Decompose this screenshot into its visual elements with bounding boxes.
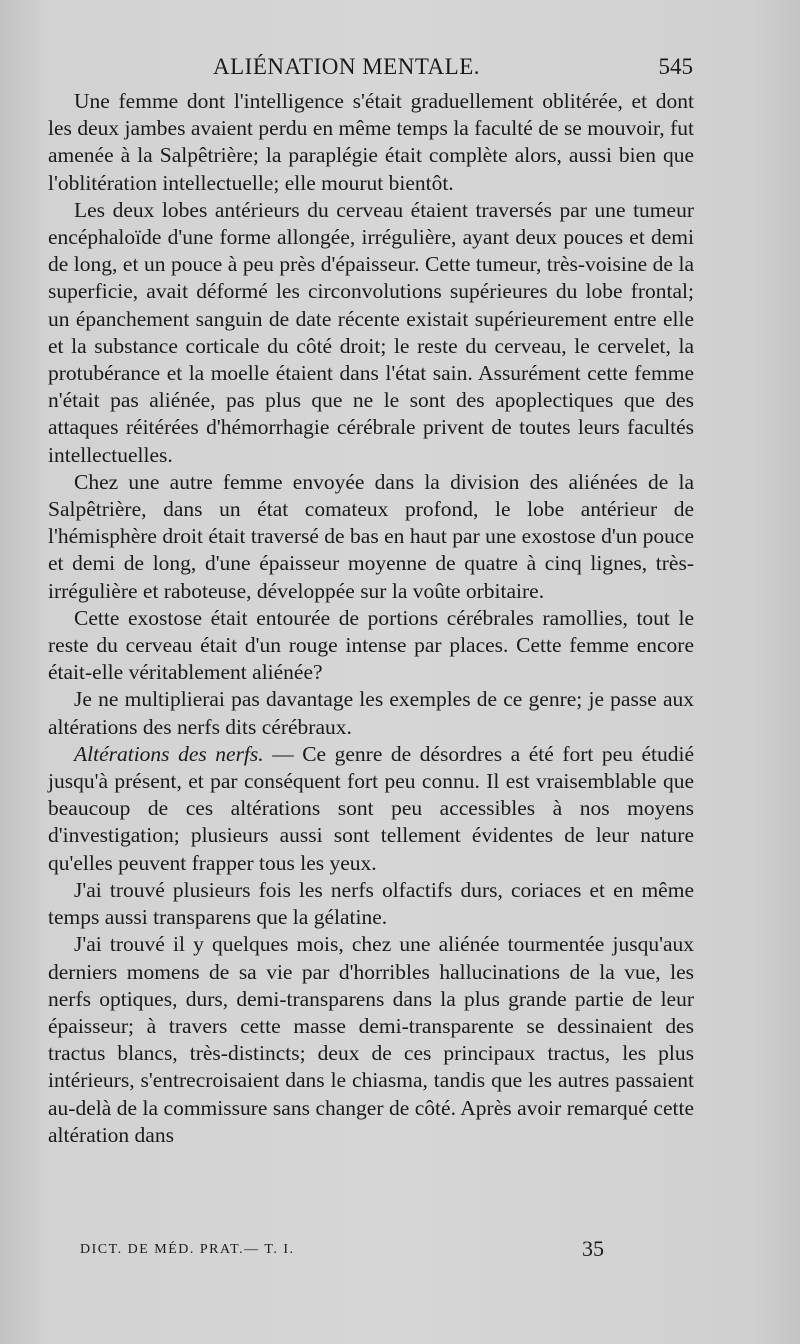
paragraph — [48, 741, 694, 877]
printer-signature: DICT. DE MÉD. PRAT.— T. I. — [80, 1242, 295, 1257]
body-text — [48, 88, 694, 1149]
paragraph: Je ne multiplierai pas davantage les exemples de ce genre; je passe aux altérations des nerfs dits cérébraux. — [48, 687, 694, 739]
paragraph: J'ai trouvé il y quelques mois, chez une aliénée tourmentée jusqu'aux derniers momens de sa vie par d'horribles hallucinations de la vue, les nerfs optiques, durs, demi-transparens dans la plus grande partie de leur épaisseur; à travers cette masse demi-transparente se dessinaient des tractus blancs, très-distincts; deux de ces principaux tractus, les plus intérieurs, s'entrecroisaient dans le chiasma, tandis que les autres passaient au-delà de la commissure sans changer de côté. Après avoir remarqué cette altération dans — [48, 932, 694, 1147]
paragraph: Les deux lobes antérieurs du cerveau étaient traversés par une tumeur encéphaloïde d'une forme allongée, irrégulière, ayant deux pouces et demi de long, et un pouce à peu près d'épaisseur. Cette tumeur, très-voisine de la superficie, avait déformé les circonvolutions supérieures du lobe frontal; un épanchement sanguin de date récente existait supérieurement entre elle et la substance corticale du côté droit; le reste du cerveau, le cervelet, la protubérance et la moelle étaient dans l'état sain. Assurément cette femme n'était pas aliénée, pas plus que ne le sont des apoplectiques que des attaques réitérées d'hémorrhagie cérébrale privent de toutes leurs facultés intellectuelles. — [48, 197, 694, 467]
section-lead: Altérations des nerfs. — [74, 741, 264, 766]
page-header — [48, 54, 693, 86]
paragraph: Cette exostose était entourée de portions cérébrales ramollies, tout le reste du cerveau était d'un rouge intense par places. Cette femme encore était-elle véritablement aliénée? — [48, 605, 694, 685]
paragraph-text: — Ce genre de désordres a été fort peu étudié jusqu'à présent, et par conséquent fort peu connu. Il est vraisemblable que beaucoup de ces altérations sont peu accessibles à nos moyens d'investigation; plusieurs aussi sont tellement évidentes de leur nature qu'elles peuvent frapper tous les yeux. — [48, 741, 694, 875]
paragraph: J'ai trouvé plusieurs fois les nerfs olfactifs durs, coriaces et en même temps aussi transparens que la gélatine. — [48, 877, 694, 930]
running-title: ALIÉNATION MENTALE. — [213, 54, 480, 79]
page-footer — [70, 1236, 630, 1264]
sheet-number: 35 — [582, 1236, 604, 1261]
paragraph: Une femme dont l'intelligence s'était graduellement oblitérée, et dont les deux jambes avaient perdu en même temps la faculté de se mouvoir, fut amenée à la Salpêtrière; la paraplégie était complète alors, aussi bien que l'oblitération intellectuelle; elle mourut bientôt. — [48, 89, 694, 195]
page-number: 545 — [658, 54, 693, 79]
paragraph: Chez une autre femme envoyée dans la division des aliénées de la Salpêtrière, dans un état comateux profond, le lobe antérieur de l'hémisphère droit était traversé de bas en haut par une exostose d'un pouce et demi de long, d'une épaisseur moyenne de quatre à cinq lignes, très-irrégulière et raboteuse, développée sur la voûte orbitaire. — [48, 469, 694, 603]
